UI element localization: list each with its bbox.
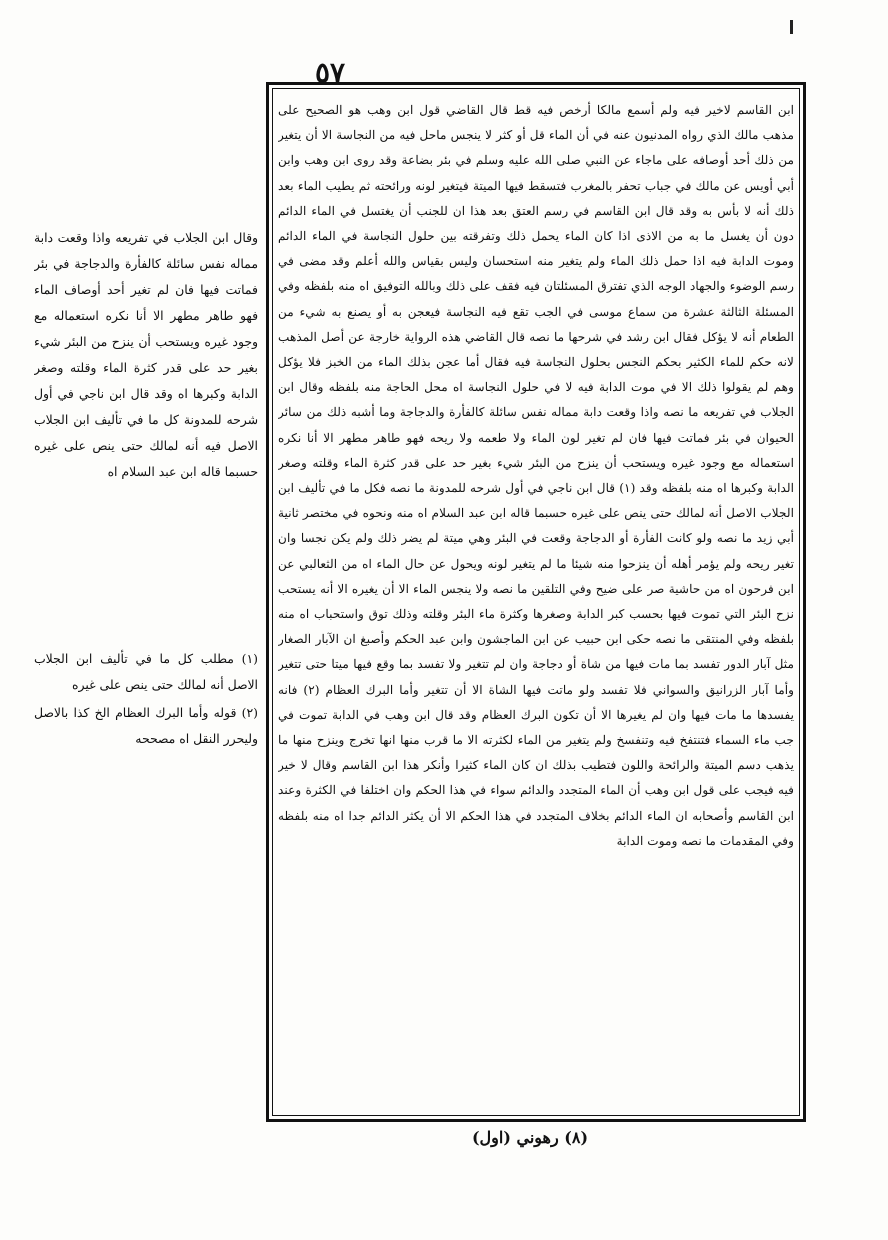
margin-footnotes xyxy=(34,646,258,876)
main-text-block xyxy=(278,98,794,1110)
top-mark xyxy=(790,20,793,34)
margin-commentary xyxy=(34,225,258,525)
page-number: ٥٧ xyxy=(314,56,346,89)
footnote-2: (٢) قوله وأما البرك العظام الخ كذا بالاصل وليحرر النقل اه مصححه xyxy=(34,705,258,746)
footnote-1: (١) مطلب كل ما في تأليف ابن الجلاب الاصل أنه لمالك حتى ينص على غيره xyxy=(34,651,258,692)
margin-paragraph: وقال ابن الجلاب في تفريعه واذا وقعت دابة مماله نفس سائلة كالفأرة والدجاجة في بئر فماتت فيها فان لم تغير أحد أوصاف الماء فهو طاهر مطهر الا أنا نكره استعماله مع وجود غيره ويستحب أن ينزح من البئر شيء بغير حد على قدر كثرة الماء وقلته وصغر الدابة وكبرها اه وقد قال ابن ناجي في أول شرحه للمدونة كل ما في تأليف ابن الجلاب الاصل فيه أنه لمالك حتى ينص على غيره حسبما قاله ابن عبد السلام اه xyxy=(34,230,258,479)
main-paragraph: ابن القاسم لاخير فيه ولم أسمع مالكا أرخص فيه قط قال القاضي قول ابن وهب هو الصحيح على مذهب مالك الذي رواه المدنيون عنه في أن الماء قل أو كثر لا ينجس ماحل فيه من النجاسة الا أن يتغير من ذلك أحد أوصافه على ماجاء عن النبي صلى الله عليه وسلم في بئر بضاعة وقد روى ابن وهب وابن أبي أويس عن مالك في جباب تحفر بالمغرب فتسقط فيها الميتة فيتغير لونه ورائحته ثم يطيب الماء بعد ذلك أنه لا بأس به وقد قال ابن القاسم في رسم العتق بعد هذا ان للجنب أن يغتسل في الماء الدائم دون أن يغسل ما به من الاذى اذا كان الماء يحمل ذلك وتفرقته بين حلول النجاسة في الماء الدائم وموت الدابة فيه اذا حمل ذلك الماء ولم يتغير منه استحسان وليس بقياس والله أعلم وقد مضى في رسم الوضوء والجهاد الوجه الذي تفترق المسئلتان فيه فقف على ذلك وبالله التوفيق اه منه بلفظه وفي المسئلة الثالثة عشرة من سماع موسى في الجب تقع فيه النجاسة فيعجن به أو يصنع به شيء من الطعام أنه لا يؤكل فقال ابن رشد في شرحها ما نصه قال القاضي هذه الرواية خارجة عن أصل المذهب لانه حكم للماء الكثير بحكم النجس بحلول النجاسة فيه فقال أما عجن بذلك الماء من الخبز فلا يؤكل وهم لم يقولوا ذلك الا في موت الدابة فيه لا في حلول النجاسة اه محل الحاجة منه بلفظه وقال ابن الجلاب في تفريعه ما نصه واذا وقعت دابة مماله نفس سائلة كالفأرة والدجاجة وما أشبه ذلك من سائر الحيوان في بئر فماتت فيها فان لم تغير لون الماء ولا طعمه ولا ريحه فهو طاهر مطهر الا أنا نكره استعماله مع وجود غيره ويستحب أن ينزح من البئر شيء بغير حد على قدر كثرة الماء وقلته وصغر الدابة وكبرها اه منه بلفظه وقد (١) قال ابن ناجي في أول شرحه للمدونة ما نصه فكل ما في تأليف ابن الجلاب الاصل أنه لمالك حتى ينص على غيره حسبما قاله ابن عبد السلام اه منه ونحوه في مختصر ثانية أبي زيد ما نصه ولو كانت الفأرة أو الدجاجة وقعت في البئر وهي ميتة لم يضر ذلك ولم يكن نجسا وان تغير ريحه ولم يؤمر أهله أن ينزحوا منه شيئا ما لم يتغير لونه ويحول عن حال الماء اه من الثعالبي عن ابن فرحون اه من حاشية صر على ضيح وفي التلقين ما نصه ولا ينجس الماء الا أن يغيره الا أنه يستحب نزح البئر التي تموت فيها بحسب كبر الدابة وصغرها وكثرة ماء البئر وقلته وذلك توق واستحباب اه منه بلفظه وفي المنتقى ما نصه حكى ابن حبيب عن ابن الماجشون وابن عبد الحكم وأصبغ ان الآبار الصغار مثل آبار الدور تفسد بما مات فيها من شاة أو دجاجة وان لم تتغير ولا تفسد بما وقع فيها ميتا حتى تتغير وأما آبار الزرانيق والسواني فلا تفسد ولو ماتت فيها الشاة الا أن تتغير وأما البرك العظام (٢) فانه يفسدها ما مات فيها وان لم يغيرها الا أن تكون البرك العظام وقد قال ابن وهب في الدابة تموت في جب ماء السماء فتنتفخ فيه وتنفسخ ولم يتغير من الماء لكثرته الا ما قرب منها انها تخرج وينزح منها ما يذهب دسم الميتة والرائحة واللون فتطيب بذلك ان كان الماء كثيرا وأنكر هذا ابن القاسم وقال لا خير فيه فيجب على قول ابن وهب أن الماء المتجدد والدائم سواء في هذا الحكم وان اختلفا في الكثرة وعند ابن القاسم وأصحابه ان الماء الدائم بخلاف المتجدد في هذا الحكم الا أن يكثر الدائم جدا اه منه بلفظه وفي المقدمات ما نصه وموت الدابة xyxy=(278,103,794,848)
volume-signature: (٨) رهوني (اول) xyxy=(471,1128,589,1147)
